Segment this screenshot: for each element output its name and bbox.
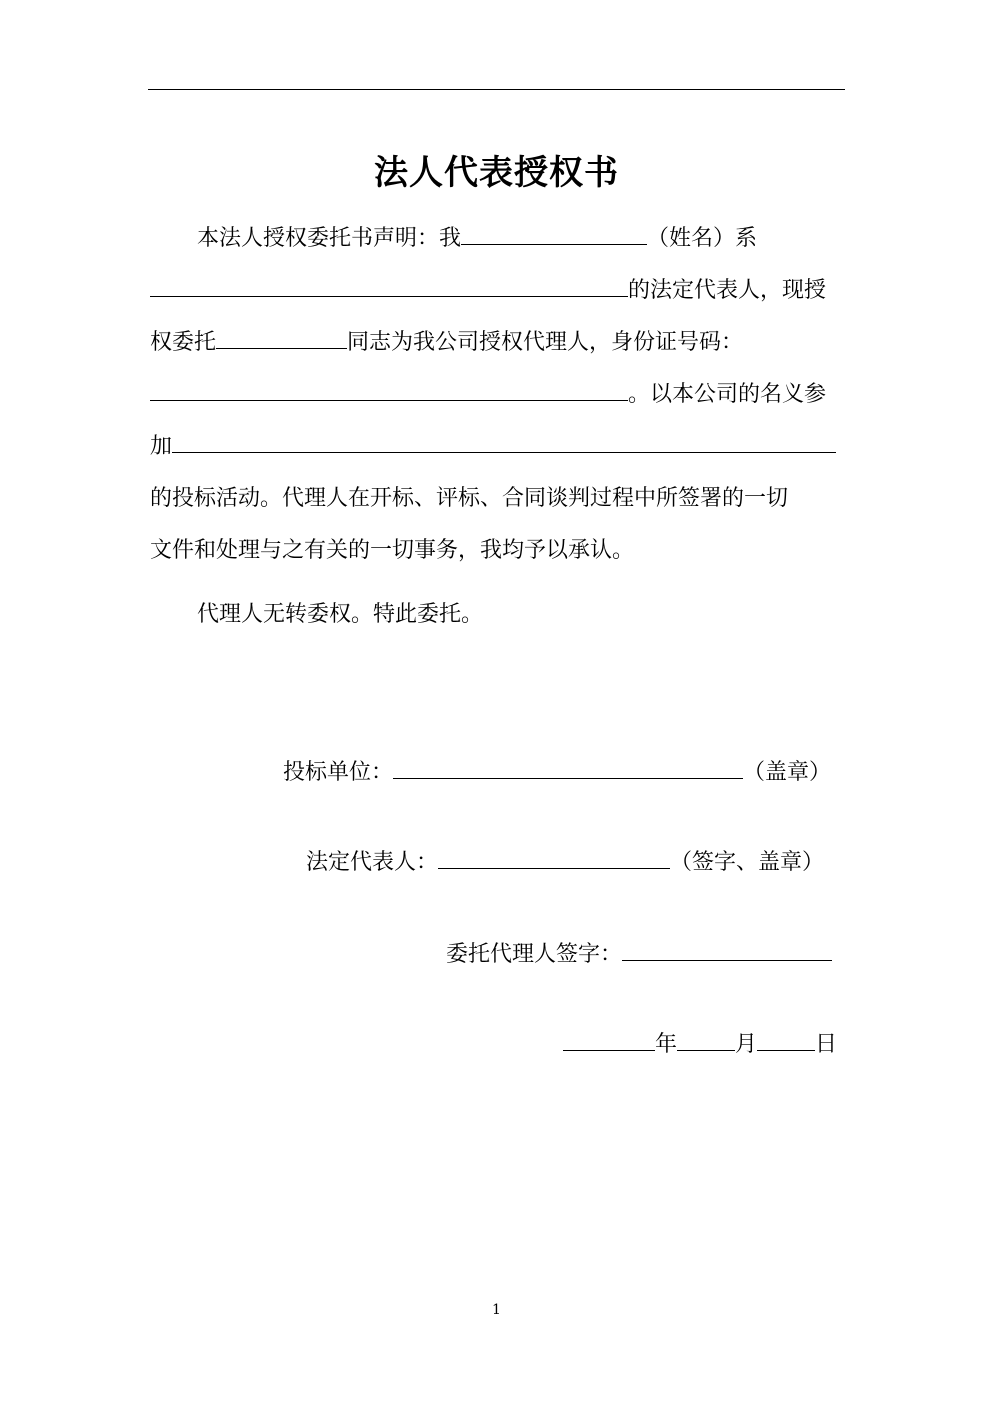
line4-suffix: 。以本公司的名义参	[628, 382, 827, 407]
line5-prefix: 加	[150, 434, 173, 459]
paragraph1-line5	[150, 432, 836, 462]
legal-rep-line	[306, 848, 824, 878]
agent-signature-line	[446, 940, 832, 970]
header-rule	[148, 89, 845, 90]
legal-rep-label: 法定代表人：	[306, 850, 439, 875]
line1-prefix: 本法人授权委托书声明：我	[197, 226, 462, 251]
page-number: 1	[492, 1302, 501, 1318]
line2-suffix: 的法定代表人，现授	[628, 278, 827, 303]
year-label: 年	[655, 1032, 678, 1057]
document-title: 法人代表授权书	[374, 153, 619, 193]
paragraph2: 代理人无转委权。特此委托。	[197, 602, 484, 627]
day-blank[interactable]	[757, 1030, 815, 1051]
project-blank[interactable]	[172, 432, 836, 453]
day-label: 日	[815, 1032, 838, 1057]
bidder-label: 投标单位：	[283, 760, 394, 785]
paragraph1-line3	[150, 328, 743, 358]
name-blank[interactable]	[461, 224, 647, 245]
paragraph1-line4	[150, 380, 826, 410]
company-blank[interactable]	[150, 276, 628, 297]
paragraph1-line6: 的投标活动。代理人在开标、评标、合同谈判过程中所签署的一切	[150, 486, 789, 511]
paragraph1-line2	[150, 276, 826, 306]
agent-signature-blank[interactable]	[622, 940, 832, 961]
bidder-suffix: （盖章）	[743, 760, 832, 785]
line1-suffix: （姓名）系	[647, 226, 758, 251]
line3-prefix: 权委托	[150, 330, 217, 355]
month-label: 月	[735, 1032, 758, 1057]
agent-label: 委托代理人签字：	[446, 942, 623, 967]
legal-rep-suffix: （签字、盖章）	[670, 850, 825, 875]
paragraph1-line7: 文件和处理与之有关的一切事务，我均予以承认。	[150, 538, 635, 563]
month-blank[interactable]	[677, 1030, 735, 1051]
paragraph1-line1	[197, 224, 757, 254]
year-blank[interactable]	[563, 1030, 655, 1051]
date-line	[563, 1030, 837, 1060]
agent-name-blank[interactable]	[216, 328, 347, 349]
id-number-blank[interactable]	[150, 380, 628, 401]
bidder-line	[283, 758, 831, 788]
legal-rep-blank[interactable]	[438, 848, 670, 869]
bidder-blank[interactable]	[393, 758, 743, 779]
line3-suffix: 同志为我公司授权代理人，身份证号码：	[347, 330, 744, 355]
